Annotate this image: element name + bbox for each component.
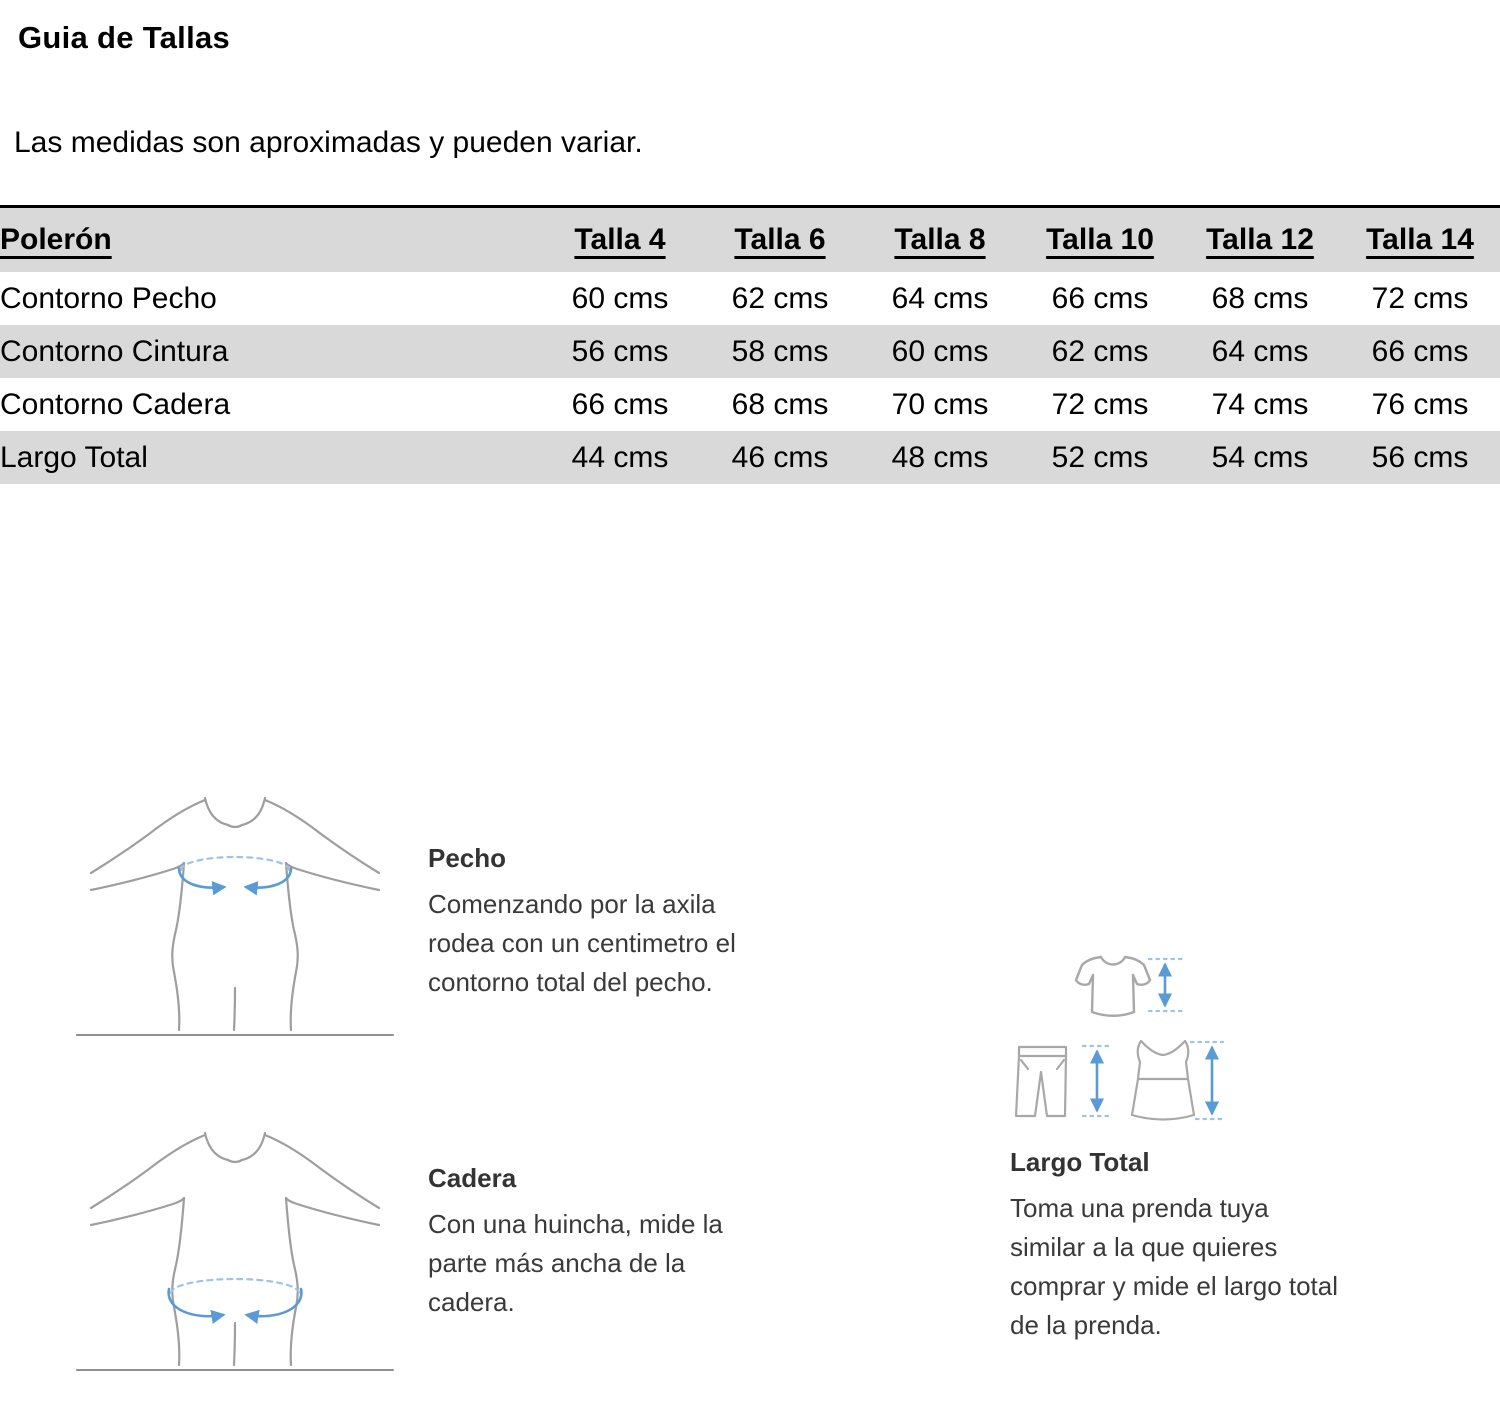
size-table	[0, 205, 1500, 484]
col-header-talla-12: Talla 12	[1180, 207, 1340, 273]
size-table-header-row	[0, 207, 1500, 273]
tshirt-length-arrow-icon	[1149, 959, 1182, 1011]
dress-length-arrow-icon	[1191, 1042, 1223, 1119]
page-subtitle: Las medidas son aproximadas y pueden variar.	[14, 126, 643, 159]
col-header-talla-8: Talla 8	[860, 207, 1020, 273]
instruction-line: Toma una prenda tuya	[1010, 1193, 1269, 1223]
instruction-largo-total-title: Largo Total	[1010, 1147, 1150, 1177]
size-cell: 72 cms	[1020, 378, 1180, 431]
table-row-contorno-cadera	[0, 378, 1500, 431]
garment-length-icons	[995, 933, 1260, 1138]
col-header-talla-4: Talla 4	[540, 207, 700, 273]
size-cell: 68 cms	[1180, 272, 1340, 325]
size-cell: 66 cms	[1340, 325, 1500, 378]
size-cell: 64 cms	[860, 272, 1020, 325]
table-row-largo-total	[0, 431, 1500, 484]
size-cell: 64 cms	[1180, 325, 1340, 378]
size-cell: 68 cms	[700, 378, 860, 431]
chest-measure-ellipse-icon	[179, 857, 291, 888]
size-cell: 46 cms	[700, 431, 860, 484]
tshirt-icon	[1076, 957, 1150, 1016]
col-header-talla-6: Talla 6	[700, 207, 860, 273]
size-cell: 44 cms	[540, 431, 700, 484]
instruction-cadera	[428, 1163, 848, 1322]
size-cell: 60 cms	[540, 272, 700, 325]
size-cell: 48 cms	[860, 431, 1020, 484]
size-cell: 62 cms	[1020, 325, 1180, 378]
pants-icon	[1016, 1047, 1066, 1116]
page-title: Guia de Tallas	[18, 20, 231, 55]
size-cell: 56 cms	[1340, 431, 1500, 484]
col-header-talla-14: Talla 14	[1340, 207, 1500, 273]
instruction-cadera-title: Cadera	[428, 1163, 517, 1193]
instruction-line: cadera.	[428, 1287, 515, 1317]
dress-icon	[1132, 1041, 1194, 1120]
row-label: Contorno Pecho	[0, 272, 540, 325]
instruction-line: rodea con un centimetro el	[428, 928, 736, 958]
instruction-line: comprar y mide el largo total	[1010, 1271, 1339, 1301]
size-cell: 72 cms	[1340, 272, 1500, 325]
instruction-line: Con una huincha, mide la	[428, 1209, 723, 1239]
instruction-line: similar a la que quieres	[1010, 1232, 1278, 1262]
size-cell: 66 cms	[1020, 272, 1180, 325]
size-cell: 58 cms	[700, 325, 860, 378]
table-row-contorno-pecho	[0, 272, 1500, 325]
instruction-pecho-title: Pecho	[428, 843, 507, 873]
row-label: Contorno Cadera	[0, 378, 540, 431]
hip-measure-ellipse-icon	[169, 1279, 302, 1316]
size-cell: 52 cms	[1020, 431, 1180, 484]
size-cell: 60 cms	[860, 325, 1020, 378]
row-label: Contorno Cintura	[0, 325, 540, 378]
size-cell: 70 cms	[860, 378, 1020, 431]
row-label: Largo Total	[0, 431, 540, 484]
col-header-talla-10: Talla 10	[1020, 207, 1180, 273]
pants-length-arrow-icon	[1083, 1046, 1111, 1116]
instruction-pecho	[428, 843, 848, 1002]
size-cell: 74 cms	[1180, 378, 1340, 431]
col-header-product: Polerón	[0, 207, 540, 273]
size-cell: 66 cms	[540, 378, 700, 431]
instruction-line: de la prenda.	[1010, 1310, 1162, 1340]
size-cell: 62 cms	[700, 272, 860, 325]
instruction-line: contorno total del pecho.	[428, 967, 713, 997]
size-cell: 54 cms	[1180, 431, 1340, 484]
size-cell: 56 cms	[540, 325, 700, 378]
size-cell: 76 cms	[1340, 378, 1500, 431]
instruction-line: Comenzando por la axila	[428, 889, 716, 919]
table-row-contorno-cintura	[0, 325, 1500, 378]
body-chest-measure-figure	[75, 778, 395, 1055]
instruction-line: parte más ancha de la	[428, 1248, 686, 1278]
body-hip-measure-figure	[75, 1113, 395, 1390]
instruction-largo-total	[1010, 1147, 1430, 1345]
